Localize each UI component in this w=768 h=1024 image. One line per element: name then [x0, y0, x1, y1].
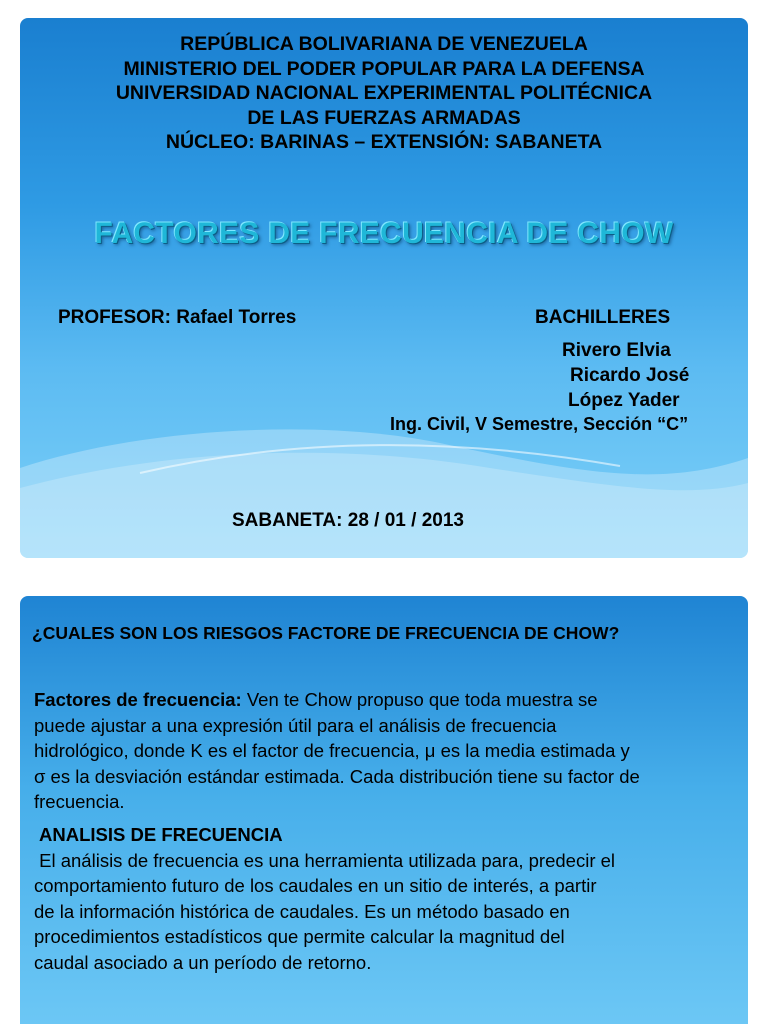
factores-line: puede ajustar a una expresión útil para el análisis de frecuencia	[34, 714, 557, 736]
presentation-title: FACTORES DE FRECUENCIA DE CHOW	[94, 217, 674, 250]
student-name: López Yader	[568, 390, 680, 411]
factores-line: frecuencia.	[34, 791, 125, 812]
analisis-line: comportamiento futuro de los caudales en un sitio de interés, a partir	[34, 875, 597, 896]
institution-header	[20, 32, 748, 155]
content-slide	[20, 596, 748, 1024]
header-line: REPÚBLICA BOLIVARIANA DE VENEZUELA	[180, 33, 588, 55]
factores-line: Ven te Chow propuso que toda muestra se	[246, 689, 598, 710]
factores-line: hidrológico, donde K es el factor de frecuencia, μ es la media estimada y	[34, 740, 630, 761]
analisis-line: de la información histórica de caudales. Es un método basado en	[34, 900, 570, 922]
factores-paragraph	[34, 687, 739, 815]
question-heading: ¿CUALES SON LOS RIESGOS FACTORE DE FRECUENCIA DE CHOW?	[32, 623, 620, 643]
header-line: NÚCLEO: BARINAS – EXTENSIÓN: SABANETA	[165, 131, 603, 153]
header-line: MINISTERIO DEL PODER POPULAR PARA LA DEFENSA	[123, 57, 645, 80]
factores-label: Factores de frecuencia:	[34, 689, 242, 710]
student-name: Rivero Elvia	[562, 340, 671, 361]
analisis-paragraph	[34, 822, 739, 975]
header-line: DE LAS FUERZAS ARMADAS	[247, 106, 521, 129]
student-name: Ricardo José	[570, 365, 690, 386]
analisis-line: procedimientos estadísticos que permite calcular la magnitud del	[34, 926, 565, 947]
professor-label: PROFESOR: Rafael Torres	[58, 307, 297, 328]
analisis-line: El análisis de frecuencia es una herramienta utilizada para, predecir el	[34, 849, 616, 871]
career-info: Ing. Civil, V Semestre, Sección “C”	[390, 414, 689, 434]
date-line: SABANETA: 28 / 01 / 2013	[232, 510, 464, 531]
student-list	[20, 338, 748, 413]
title-slide	[20, 18, 748, 558]
analisis-line: caudal asociado a un período de retorno.	[34, 951, 372, 973]
header-line: UNIVERSIDAD NACIONAL EXPERIMENTAL POLITÉCNICA	[115, 82, 653, 104]
factores-line: σ es la desviación estándar estimada. Cada distribución tiene su factor de	[34, 765, 640, 787]
students-heading: BACHILLERES	[535, 307, 671, 328]
analisis-heading: ANALISIS DE FRECUENCIA	[39, 824, 283, 845]
